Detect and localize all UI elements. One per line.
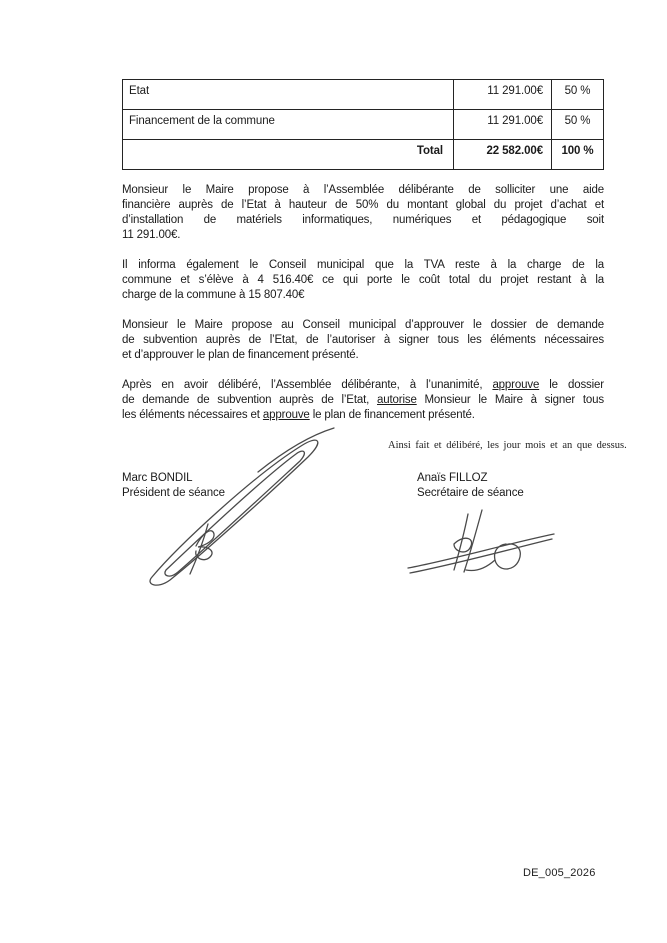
underlined-word: autorise xyxy=(377,394,417,406)
paragraph-line: 11 291.00€. xyxy=(122,229,181,241)
row-percent: 50 % xyxy=(552,80,604,110)
paragraph-line xyxy=(122,378,604,393)
row-label: Etat xyxy=(123,80,454,110)
handwritten-signature-right xyxy=(406,506,556,578)
paragraph-line: de subvention auprès de l’Etat, de l’autoriser à signer tous les éléments nécessaires xyxy=(122,334,604,346)
table-row-etat xyxy=(123,80,604,110)
signer-name: Marc BONDIL xyxy=(122,472,193,484)
document-reference: DE_005_2026 xyxy=(523,867,596,879)
deliberation-text xyxy=(122,183,604,438)
signer-role: Secrétaire de séance xyxy=(417,487,524,499)
paragraph-line xyxy=(122,393,604,408)
total-label: Total xyxy=(123,140,454,170)
text-segment: le dossier xyxy=(539,379,604,391)
text-segment: Après en avoir délibéré, l’Assemblée délibérante, à l’unanimité, xyxy=(122,379,493,391)
table-row-commune xyxy=(123,110,604,140)
row-amount: 11 291.00€ xyxy=(454,110,552,140)
paragraph-aid-request xyxy=(122,183,604,243)
paragraph-line: charge de la commune à 15 807.40€ xyxy=(122,289,305,301)
handwritten-signature-left xyxy=(138,424,338,589)
paragraph-line xyxy=(122,408,604,423)
total-percent: 100 % xyxy=(552,140,604,170)
text-segment: le plan de financement présenté. xyxy=(309,409,475,421)
underlined-word: approuve xyxy=(262,409,310,421)
total-amount: 22 582.00€ xyxy=(454,140,552,170)
row-percent: 50 % xyxy=(552,110,604,140)
paragraph-line: commune et s’élève à 4 516.40€ ce qui porte le coût total du projet restant à la xyxy=(122,274,604,286)
paragraph-tva xyxy=(122,258,604,303)
paragraph-line: d’installation de matériels informatiques, numériques et pédagogique soit xyxy=(122,214,604,226)
row-label: Financement de la commune xyxy=(123,110,454,140)
row-amount: 11 291.00€ xyxy=(454,80,552,110)
signer-name: Anaïs FILLOZ xyxy=(417,472,488,484)
table-row-total xyxy=(123,140,604,170)
underlined-word: approuve xyxy=(492,379,540,391)
text-segment: les éléments nécessaires et xyxy=(122,409,263,421)
paragraph-line: Il informa également le Conseil municipal que la TVA reste à la charge de la xyxy=(122,259,604,271)
signature-block-secretary xyxy=(417,471,524,501)
text-segment: Monsieur le Maire à signer tous xyxy=(416,394,605,406)
signer-role: Président de séance xyxy=(122,487,225,499)
text-segment: de demande de subvention auprès de l’Etat, xyxy=(122,394,377,406)
paragraph-line: Monsieur le Maire propose à l’Assemblée délibérante de solliciter une aide xyxy=(122,184,604,196)
financing-table xyxy=(122,79,604,170)
paragraph-proposal xyxy=(122,318,604,363)
paragraph-line: financière auprès de l’Etat à hauteur de 50% du montant global du projet d’achat et xyxy=(122,199,604,211)
paragraph-decision xyxy=(122,378,604,423)
paragraph-line: Monsieur le Maire propose au Conseil municipal d’approuver le dossier de demande xyxy=(122,319,604,331)
closing-formula: Ainsi fait et délibéré, les jour mois et an que dessus. xyxy=(388,440,627,451)
paragraph-line: et d’approuver le plan de financement présenté. xyxy=(122,349,359,361)
